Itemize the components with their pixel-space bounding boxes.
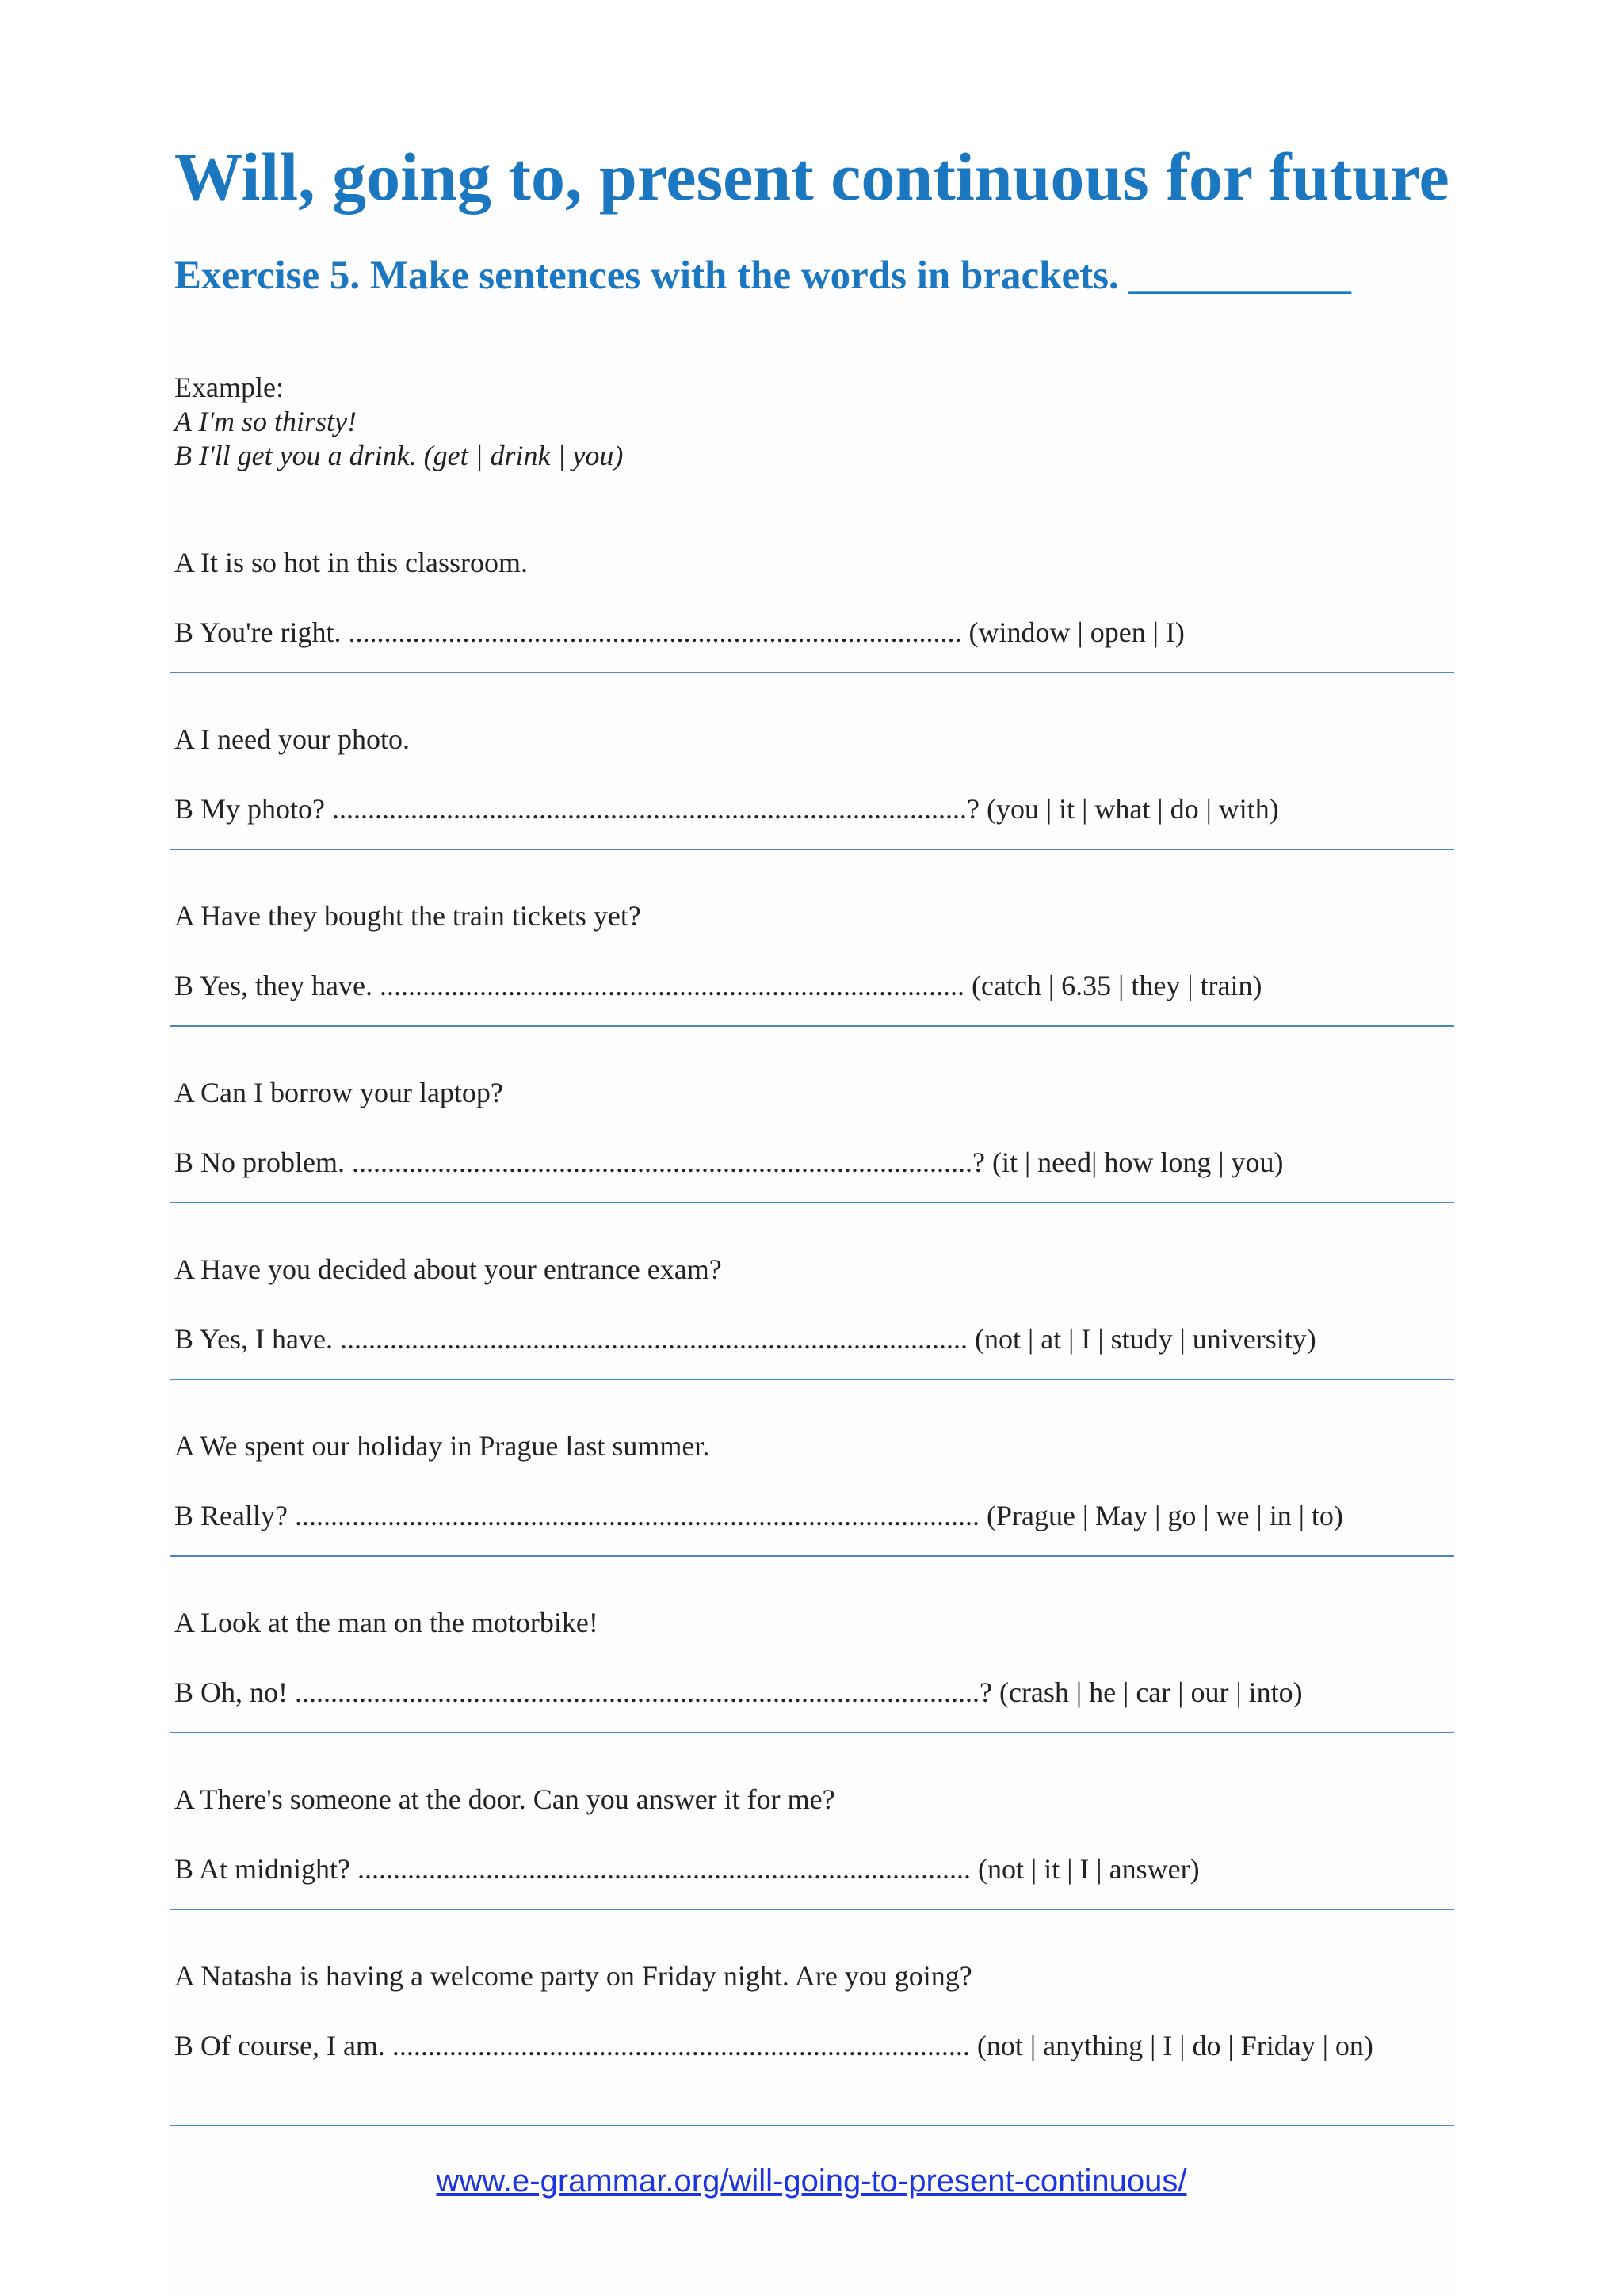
prompt-a: A It is so hot in this classroom. (174, 547, 529, 578)
exercise-item (170, 1958, 1454, 2135)
separator-rule (170, 1379, 1454, 1380)
prompt-b: B You're right. ...................................................................................... (window | open | I) (174, 616, 1185, 648)
prompt-b: B No problem. .......................................................................................? (it | need| how long | you) (174, 1146, 1284, 1178)
source-link[interactable]: www.e-grammar.org/will-going-to-present-continuous/ (436, 2164, 1187, 2199)
prompt-a: A I need your photo. (174, 723, 410, 755)
exercise-item (170, 722, 1454, 898)
separator-rule (170, 672, 1454, 673)
exercise-heading: Exercise 5. Make sentences with the words in brackets. ___________ (174, 254, 1352, 298)
separator-rule (170, 849, 1454, 850)
prompt-b: B Yes, I have. ........................................................................................ (not | at | I | study | university) (174, 1323, 1316, 1355)
exercise-item (170, 1252, 1454, 1428)
prompt-a: A Look at the man on the motorbike! (174, 1607, 598, 1638)
prompt-b: B Yes, they have. .................................................................................. (catch | 6.35 | they | train) (174, 970, 1262, 1001)
prompt-a: A Natasha is having a welcome party on Friday night. Are you going? (174, 1960, 972, 1992)
exercise-item (170, 1428, 1454, 1605)
exercise-item (170, 1075, 1454, 1252)
example-line-a: A I'm so thirsty! (174, 406, 357, 437)
prompt-b: B Oh, no! ................................................................................................? (crash | he | car | our | into) (174, 1676, 1303, 1708)
prompt-a: A There's someone at the door. Can you answer it for me? (174, 1783, 835, 1815)
separator-rule (170, 1025, 1454, 1027)
exercise-item (170, 1782, 1454, 1958)
separator-rule (170, 1732, 1454, 1733)
separator-rule (170, 1555, 1454, 1557)
prompt-b: B My photo? .........................................................................................? (you | it | what | do | with) (174, 793, 1279, 825)
prompt-b: B At midnight? ...................................................................................... (not | it | I | answer) (174, 1853, 1200, 1885)
exercise-item (170, 898, 1454, 1075)
example-block (174, 371, 623, 473)
page-title: Will, going to, present continuous for future (174, 139, 1449, 215)
prompt-a: A Can I borrow your laptop? (174, 1077, 503, 1108)
separator-rule (170, 1909, 1454, 1910)
footer-separator-rule (170, 2125, 1454, 2126)
prompt-a: A Have you decided about your entrance exam? (174, 1253, 722, 1285)
exercise-item (170, 1605, 1454, 1782)
prompt-b: B Really? ................................................................................................ (Prague | May | go | we | in | to) (174, 1500, 1343, 1531)
separator-rule (170, 1202, 1454, 1203)
prompt-b: B Of course, I am. ................................................................................. (not | anything | I | do | Friday | on) (174, 2030, 1373, 2061)
prompt-a: A Have they bought the train tickets yet? (174, 900, 641, 932)
example-line-b: B I'll get you a drink. (get | drink | you) (174, 440, 624, 471)
example-label: Example: (174, 372, 284, 403)
prompt-a: A We spent our holiday in Prague last summer. (174, 1430, 710, 1462)
exercise-item (170, 545, 1454, 722)
